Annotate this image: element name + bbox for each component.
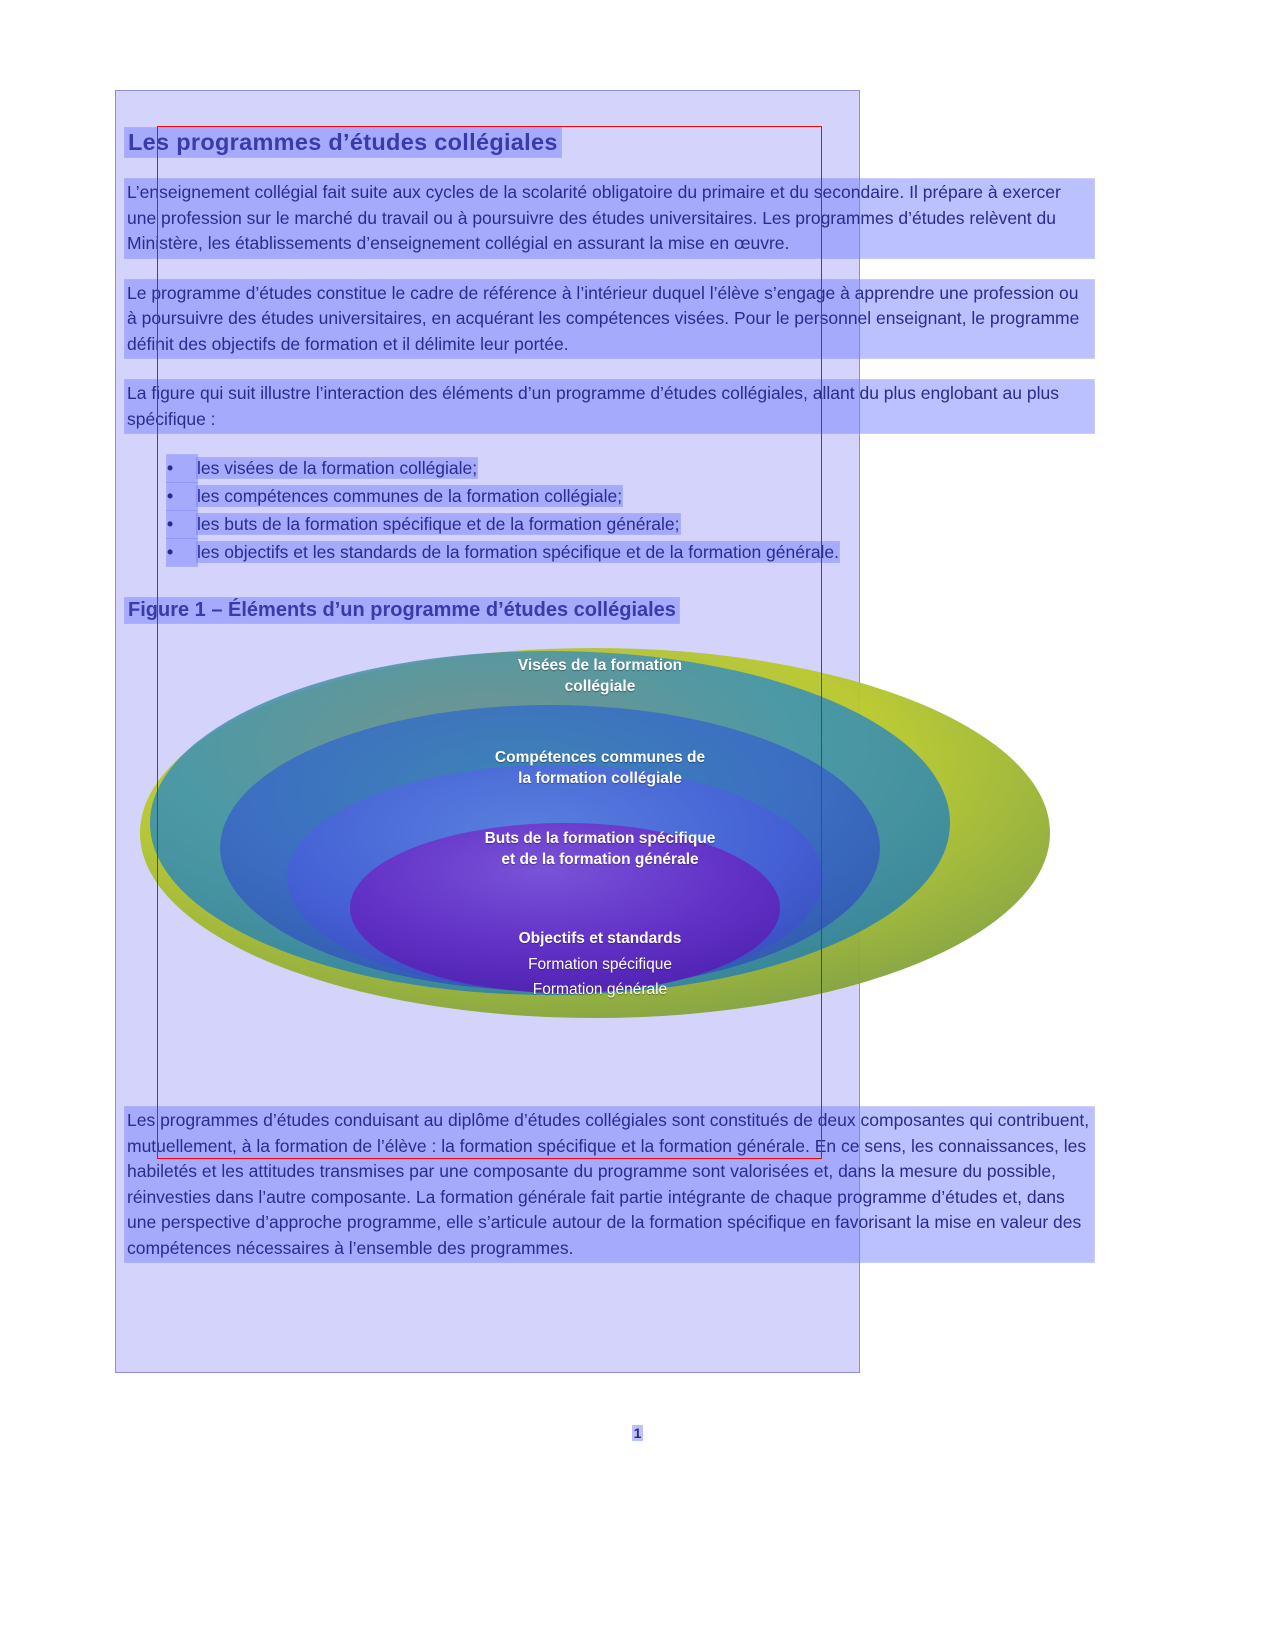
list-item <box>165 483 1095 510</box>
figure-caption: Figure 1 – Éléments d’un programme d’études collégiales <box>125 598 679 623</box>
ellipse-second-label: Compétences communes de la formation collégiale <box>494 749 706 787</box>
paragraph-3: La figure qui suit illustre l’interaction des éléments d’un programme d’études collégiales, allant du plus englobant au plus spécifique : <box>125 380 1094 433</box>
bullet-marker-icon: • <box>167 511 197 538</box>
list-item-label: les objectifs et les standards de la formation spécifique et de la formation générale. <box>197 542 840 562</box>
paragraph-1: L’enseignement collégial fait suite aux cycles de la scolarité obligatoire du primaire et du secondaire. Il prépare à exercer une profession sur le marché du travail ou à poursuivre des études universitaires. Les programmes d’études relèvent du Ministère, les établissements d’enseignement collégial en assurant la mise en œuvre. <box>125 179 1094 258</box>
list-item-label: les compétences communes de la formation collégiale; <box>197 486 623 506</box>
paragraph-2: Le programme d’études constitue le cadre de référence à l’intérieur duquel l’élève s’engage à apprendre une profession ou à poursuivre des études universitaires, en acquérant les compétences visées. Pour le personnel enseignant, le programme définit des objectifs de formation et il délimite leur portée. <box>125 280 1094 359</box>
page-title: Les programmes d’études collégiales <box>125 128 561 157</box>
ellipse-third-label: Buts de la formation spécifique et de la formation générale <box>484 830 716 868</box>
page-number <box>0 1425 1275 1441</box>
ellipse-inner <box>350 823 780 993</box>
figure-concentric-ellipses <box>125 633 1095 1063</box>
list-item-label: les buts de la formation spécifique et de la formation générale; <box>197 514 680 534</box>
page-number-value: 1 <box>633 1425 642 1441</box>
bullet-list <box>125 455 1095 566</box>
closing-paragraph: Les programmes d’études conduisant au diplôme d’études collégiales sont constitués de deux composantes qui contribuent, mutuellement, à la formation de l’élève : la formation spécifique et la formation générale. En ce sens, les connaissances, les habiletés et les attitudes transmises par une composante du programme sont valorisées et, dans la mesure du possible, réinvesties dans l’autre composante. La formation générale fait partie intégrante de chaque programme d’études et, dans une perspective d’approche programme, elle s’articule autour de la formation spécifique en favorisant la mise en valeur des compétences nécessaires à l’ensemble des programmes. <box>125 1107 1094 1262</box>
list-item-label: les visées de la formation collégiale; <box>197 458 478 478</box>
figure-svg <box>125 633 1095 1063</box>
ellipse-outer-label: Visées de la formation collégiale <box>517 657 683 695</box>
bullet-marker-icon: • <box>167 483 197 510</box>
list-item <box>165 455 1095 482</box>
bullet-marker-icon: • <box>167 539 197 566</box>
list-item <box>165 511 1095 538</box>
bullet-marker-icon: • <box>167 455 197 482</box>
list-item <box>165 539 1095 566</box>
document-content <box>125 128 1095 1284</box>
ellipse-inner-label: Objectifs et standards Formation spécifique Formation générale <box>518 930 682 998</box>
